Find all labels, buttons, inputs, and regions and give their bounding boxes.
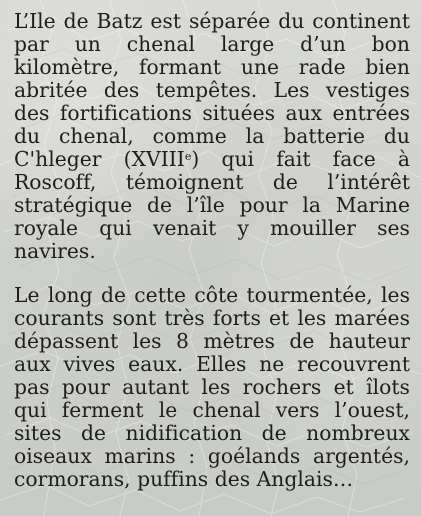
paragraph-1-text-end: ) qui fait face à Roscoff, témoignent de l’intérêt stratégique de l’île pour la Marine royale qui venait y mouiller ses navires. — [14, 147, 410, 263]
century-superscript: e — [184, 149, 192, 163]
paragraph-1-text-start: L’Ile de Batz est séparée du continent par un chenal large d’un bon kilomètre, formant une rade bien abritée des tempêtes. Les vestiges des fortifications situées aux entrées du chenal, comme la batterie du C'hleger (XVIII — [14, 9, 410, 171]
main-text — [14, 10, 410, 491]
paragraph-2: Le long de cette côte tourmentée, les courants sont très forts et les marées dépassent les 8 mètres de hauteur aux vives eaux. Elles ne recouvrent pas pour autant les rochers et îlots qui ferment le chenal vers l’ouest, sites de nidification de nombreux oiseaux marins : goélands argentés, cormorans, puffins des Anglais… — [14, 283, 410, 491]
paragraph-1 — [14, 10, 410, 263]
